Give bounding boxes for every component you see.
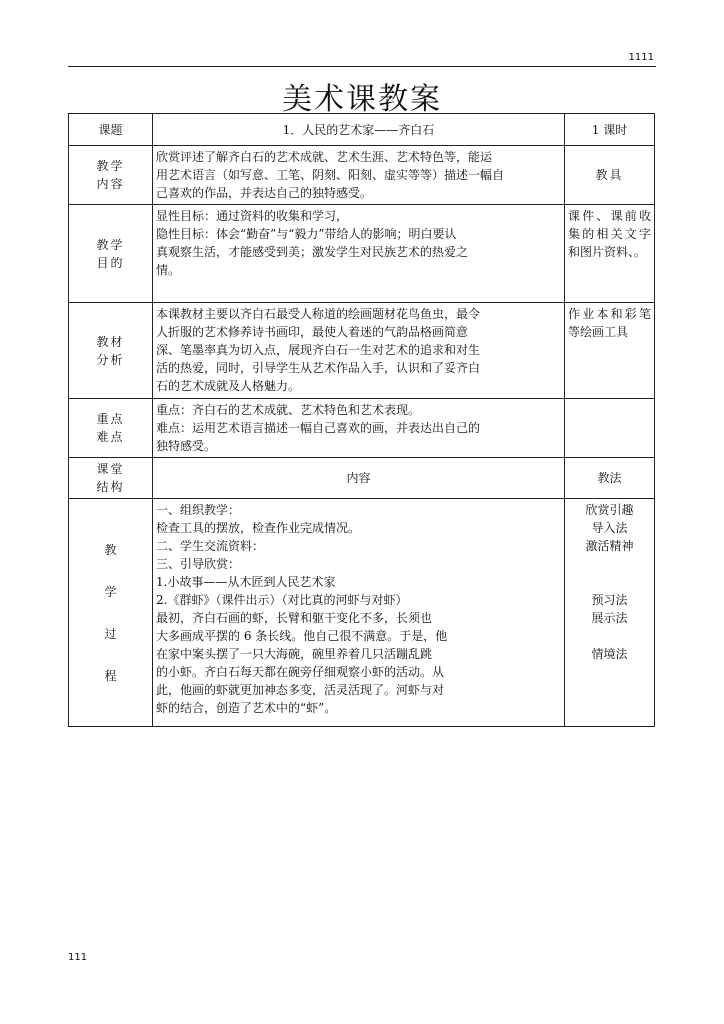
text-line: 在家中案头摆了一只大海碗，碗里养着几只活蹦乱跳 [156, 647, 433, 661]
tools-label: 教具 [565, 146, 655, 205]
method-item: 展示法 [591, 611, 628, 625]
text-line: 二、学生交流资料： [156, 539, 265, 553]
table-row-structure [69, 458, 655, 499]
label-line: 课堂 [96, 462, 125, 476]
process-text [153, 499, 565, 727]
table-row-goals [69, 205, 655, 303]
text-line: 2.《群虾》（课件出示）（对比真的河虾与对虾） [156, 593, 408, 607]
text-line: 欣赏评述了解齐白石的艺术成就、艺术生涯、艺术特色等，能运 [156, 150, 493, 164]
text-line: 显性目标：通过资料的收集和学习， [156, 209, 349, 223]
label-line: 分析 [96, 352, 125, 367]
content-text [153, 146, 565, 205]
process-methods [565, 499, 655, 727]
label-line: 内容 [96, 177, 125, 191]
topic-label: 课题 [69, 114, 153, 146]
text-line: 真观察生活，才能感受到美；激发学生对民族艺术的热爱之 [156, 245, 469, 259]
table-row-process [69, 499, 655, 727]
goals-text [153, 205, 565, 303]
text-line: 深、笔墨率真为切入点，展现齐白石一生对艺术的追求和对生 [156, 343, 481, 357]
text-line: 独特感受。 [156, 439, 217, 453]
text-line: 重点：齐白石的艺术成就、艺术特色和艺术表现。 [156, 403, 421, 417]
method-item: 预习法 [591, 593, 628, 607]
method-item: 导入法 [591, 521, 628, 535]
label-line: 结构 [96, 480, 125, 494]
text-line: 检查工具的摆放，检查作业完成情况。 [156, 521, 361, 535]
text-line: 活的热爱，同时，引导学生从艺术作品入手，认识和了妥齐白 [156, 361, 481, 375]
method-item: 激活精神 [585, 539, 634, 553]
analysis-tools: 作业本和彩笔等绘画工具 [565, 303, 655, 399]
footer-page-number: 111 [68, 952, 88, 963]
topic-hours: 1 课时 [565, 114, 655, 146]
label-char: 程 [104, 668, 117, 683]
method-item: 欣赏引趣 [585, 503, 634, 517]
table-row-keypoints [69, 399, 655, 458]
method-spacer [568, 627, 651, 645]
label-line: 重点 [96, 412, 125, 426]
content-header: 内容 [153, 458, 565, 499]
text-line: 最初，齐白石画的虾，长臂和躯干变化不多，长须也 [156, 611, 433, 625]
label-line: 教材 [96, 334, 125, 349]
text-line: 大多画成平摆的 6 条长线。他自己很不满意。于是，他 [156, 629, 448, 643]
text-line: 人折服的艺术修养诗书画印，最使人着迷的气韵品格画简意 [156, 325, 469, 339]
goals-label [69, 205, 153, 303]
text-line: 的小虾。齐白石每天都在碗旁仔细观察小虾的活动。从 [156, 665, 445, 679]
keypoints-tools-empty [565, 399, 655, 458]
text-line: 一、组织教学： [156, 503, 241, 517]
text-line: 石的艺术成就及人格魅力。 [156, 379, 301, 393]
table-row-analysis [69, 303, 655, 399]
keypoints-label [69, 399, 153, 458]
label-line: 教学 [96, 159, 125, 173]
table-row-content [69, 146, 655, 205]
analysis-text [153, 303, 565, 399]
text-line: 情。 [156, 263, 181, 277]
analysis-label [69, 303, 153, 399]
header-rule [68, 66, 656, 67]
text-line: 用艺术语言（如写意、工笔、阴刻、阳刻、虚实等等）描述一幅自 [156, 168, 505, 182]
text-line: 虾的结合，创造了艺术中的“虾”。 [156, 701, 337, 715]
label-char: 过 [104, 626, 117, 641]
process-label [69, 499, 153, 727]
lesson-plan-table [68, 113, 655, 727]
text-line: 此，他画的虾就更加神态多变，活灵活现了。河虾与对 [156, 683, 445, 697]
text-line: 隐性目标：体会“勤奋”与“毅力”带给人的影响；明白要认 [156, 227, 457, 241]
method-header: 教法 [565, 458, 655, 499]
label-line: 目的 [96, 255, 125, 270]
text-line: 三、引导欣赏： [156, 557, 241, 571]
text-line: 难点：运用艺术语言描述一幅自己喜欢的画，并表达出自己的 [156, 421, 481, 435]
text-line: 己喜欢的作品，并表达自己的独特感受。 [156, 186, 373, 200]
method-item: 情境法 [591, 647, 628, 661]
content-label [69, 146, 153, 205]
page-title: 美术课教案 [282, 82, 442, 117]
label-char: 教 [104, 542, 117, 557]
keypoints-text [153, 399, 565, 458]
goals-tools: 课件、课前收集的相关文字和图片资料、。 [565, 205, 655, 303]
method-spacer [568, 555, 651, 591]
label-line: 难点 [96, 430, 125, 444]
header-page-number: 1111 [628, 52, 654, 63]
table-row-topic [69, 114, 655, 146]
text-line: 本课教材主要以齐白石最受人称道的绘画题材花鸟鱼虫，最令 [156, 307, 481, 321]
topic-value: 1．人民的艺术家——齐白石 [153, 114, 565, 146]
label-line: 教学 [96, 237, 125, 252]
text-line: 1.小故事——从木匠到人民艺术家 [156, 575, 336, 589]
label-char: 学 [104, 584, 117, 599]
structure-label [69, 458, 153, 499]
